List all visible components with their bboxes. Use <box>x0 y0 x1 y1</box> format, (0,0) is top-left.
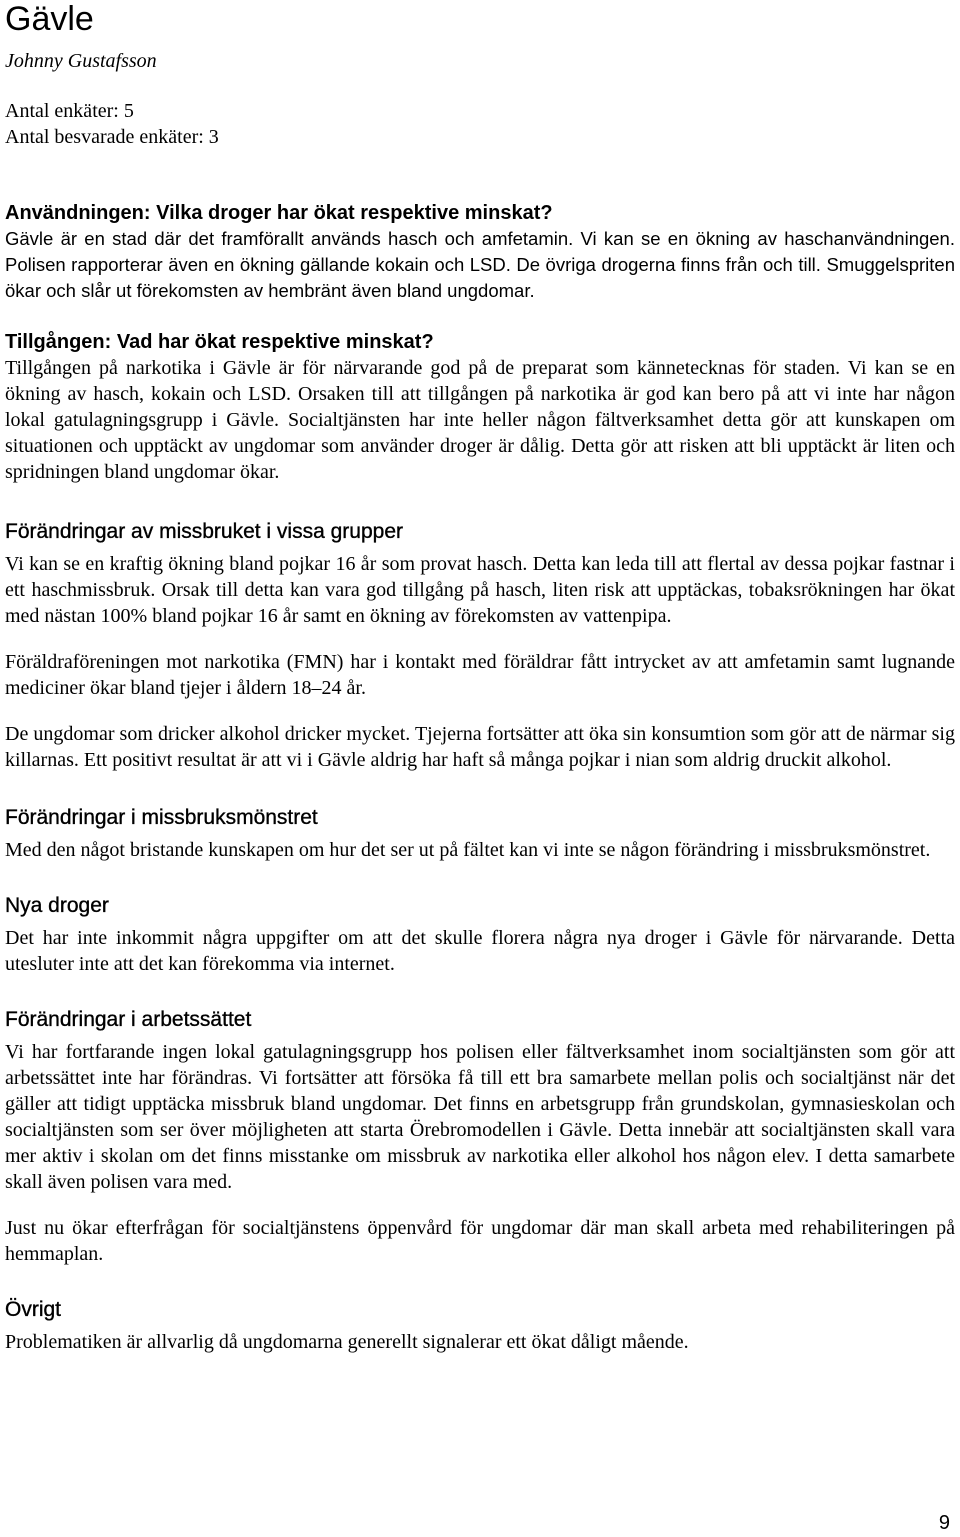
page-number: 9 <box>938 1512 950 1534</box>
section-supply <box>5 329 955 485</box>
section-text-methods-1: Vi har fortfarande ingen lokal gatulagningsgrupp hos polisen eller fältverksamhet inom socialtjänsten som gör att arbetssättet inte har förändras. Vi fortsätter att försöka få till ett bra samarbete mellan polis och socialtjänst när det gäller att tidigt upptäcka missbruk bland ungdomar. Det finns en arbetsgrupp från grundskolan, gymnasieskolan och socialtjänsten som ser över möjligheten att starta Örebromodellen i Gävle. Detta innebär att socialtjänsten skall vara mer aktiv i skolan om det finns misstanke om missbruk av narkotika eller alkohol hos någon elev. I detta samarbete skall även polisen vara med. <box>5 1041 955 1193</box>
surveys-sent: Antal enkäter: 5 <box>5 100 134 122</box>
section-other <box>5 1297 955 1355</box>
section-text-groups-1: Vi kan se en kraftig ökning bland pojkar 16 år som provat hasch. Detta kan leda till att flertal av dessa pojkar fastnar i ett haschmissbruk. Orsak till detta kan vara god tillgång på hasch, liten risk att upptäckas, tobaksrökningen har ökat med nästan 100% bland pojkar 16 år samt en ökning av förekomsten av vattenpipa. <box>5 553 955 627</box>
page-title: Gävle <box>5 0 94 38</box>
section-text-groups-3: De ungdomar som dricker alkohol dricker mycket. Tjejerna fortsätter att öka sin konsumtion som gör att de närmar sig killarnas. Ett positivt resultat är att vi i Gävle aldrig har haft så många pojkar i nian som aldrig druckit alkohol. <box>5 723 955 771</box>
section-new-drugs <box>5 893 955 977</box>
surveys-answered: Antal besvarade enkäter: 3 <box>5 126 219 148</box>
section-text-other: Problematiken är allvarlig då ungdomarna generellt signalerar ett ökat dåligt mående. <box>5 1331 689 1353</box>
section-text-supply: Tillgången på narkotika i Gävle är för närvarande god på de preparat som kännetecknas för staden. Vi kan se en ökning av hasch, kokain och LSD. Orsaken till att tillgången på narkotika är god kan bero på att vi inte har någon lokal gatulagningsgrupp i Gävle. Socialtjänsten har inte heller någon fältverksamhet detta gör att kunskapen om situationen och upptäckt av ungdomar som använder droger är dålig. Detta gör att risken att bli upptäckt är liten och spridningen bland ungdomar ökar. <box>5 357 955 483</box>
section-usage <box>5 200 955 304</box>
section-text-methods-2: Just nu ökar efterfrågan för socialtjänstens öppenvård för ungdomar där man skall arbeta med rehabiliteringen på hemmaplan. <box>5 1217 955 1265</box>
document-page <box>5 0 955 1355</box>
section-text-groups-2: Föräldraföreningen mot narkotika (FMN) har i kontakt med föräldrar fått intrycket av att amfetamin samt lugnande mediciner ökar bland tjejer i åldern 18–24 år. <box>5 651 955 699</box>
section-heading-new-drugs: Nya droger <box>5 894 109 917</box>
section-text-new-drugs: Det har inte inkommit några uppgifter om att det skulle florera några nya droger i Gävle för närvarande. Detta utesluter inte att det kan förekomma via internet. <box>5 927 955 975</box>
section-groups <box>5 519 955 773</box>
section-text-usage: Gävle är en stad där det framförallt används hasch och amfetamin. Vi kan se en ökning av haschanvändningen. Polisen rapporterar även en ökning gällande kokain och LSD. De övriga drogerna finns från och till. Smuggelspriten ökar och slår ut förekomsten av hembränt även bland ungdomar. <box>5 228 955 301</box>
section-heading-usage: Användningen: Vilka droger har ökat respektive minskat? <box>5 202 553 224</box>
section-heading-other: Övrigt <box>5 1298 62 1321</box>
section-text-patterns: Med den något bristande kunskapen om hur det ser ut på fältet kan vi inte se någon förändring i missbruksmönstret. <box>5 839 931 861</box>
section-heading-supply: Tillgången: Vad har ökat respektive minskat? <box>5 331 434 353</box>
section-heading-patterns: Förändringar i missbruksmönstret <box>5 806 318 829</box>
author-name: Johnny Gustafsson <box>5 50 157 72</box>
section-methods <box>5 1007 955 1267</box>
survey-stats <box>5 98 955 150</box>
section-patterns <box>5 805 955 863</box>
section-heading-groups: Förändringar av missbruket i vissa grupper <box>5 520 403 543</box>
section-heading-methods: Förändringar i arbetssättet <box>5 1008 252 1031</box>
